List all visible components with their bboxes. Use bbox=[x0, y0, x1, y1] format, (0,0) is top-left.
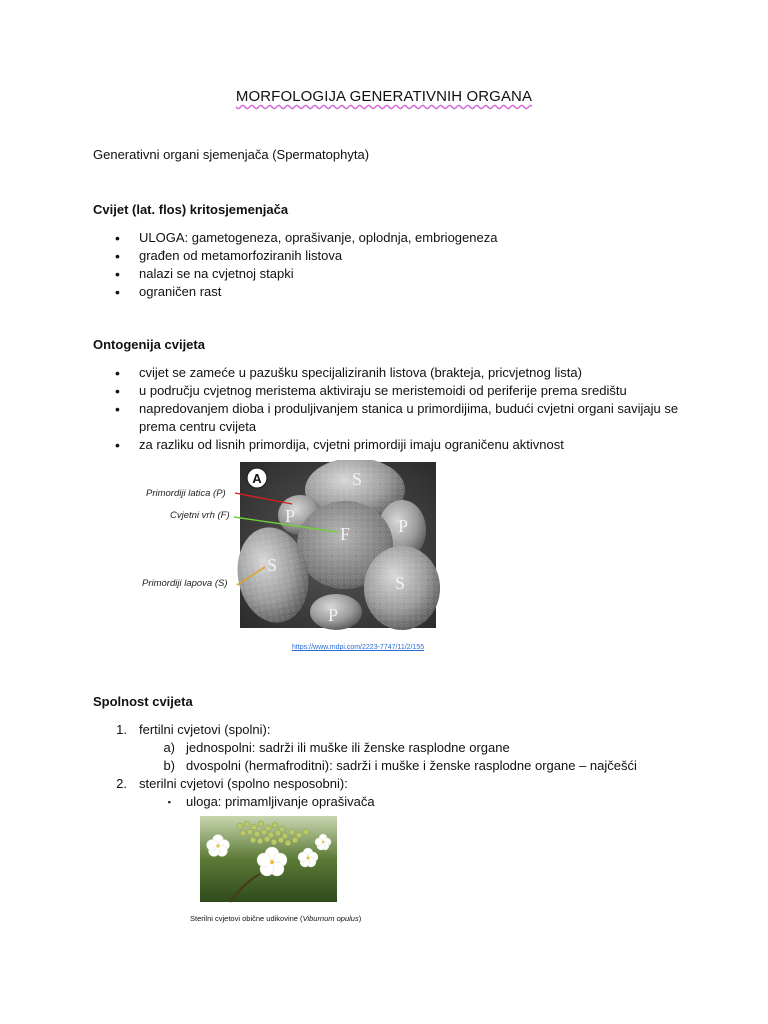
caption-text: Sterilni cvjetovi obične udikovine ( bbox=[190, 914, 303, 923]
list-item: • u području cvjetnog meristema aktiviraju se meristemoidi od periferije prema središtu bbox=[93, 382, 683, 400]
list-item: • cvijet se zameće u pazušku specijaliziranih listova (brakteja, pricvjetnog lista) bbox=[93, 364, 683, 382]
petal-letter: P bbox=[328, 605, 339, 625]
list-marker: ▪ bbox=[167, 797, 171, 807]
list-item bbox=[93, 793, 683, 811]
list-item: • za razliku od lisnih primordija, cvjetni primordiji imaju ograničenu aktivnost bbox=[93, 436, 683, 454]
list-item: • ograničen rast bbox=[93, 283, 683, 301]
flower-apex-label: Cvjetni vrh (F) bbox=[170, 510, 230, 521]
petal-letter: P bbox=[285, 506, 296, 526]
intro-line: Generativni organi sjemenjača (Spermatophyta) bbox=[93, 147, 370, 162]
panel-letter: A bbox=[252, 471, 262, 486]
viburnum-photo bbox=[190, 812, 380, 907]
apex-letter: F bbox=[340, 524, 351, 544]
page-title: MORFOLOGIJA GENERATIVNIH ORGANA bbox=[235, 88, 533, 105]
list-marker: 1. bbox=[116, 722, 127, 737]
sepal-letter: S bbox=[395, 573, 406, 593]
list-item: • građen od metamorfoziranih listova bbox=[93, 247, 683, 265]
list-item: • nalazi se na cvjetnoj stapki bbox=[93, 265, 683, 283]
list-item bbox=[93, 775, 683, 793]
list-marker: 2. bbox=[116, 776, 127, 791]
sexuality-numbered-list bbox=[93, 721, 683, 811]
list-item-text: dvospolni (hermafroditni): sadrži i muške i ženske rasplodne organe – najčešći bbox=[186, 758, 637, 773]
sepal-primordia-label: Primordiji lapova (S) bbox=[142, 578, 228, 589]
sepal-letter: S bbox=[352, 469, 363, 489]
list-item-text: jednospolni: sadrži ili muške ili ženske rasplodne organe bbox=[186, 740, 510, 755]
ontogeny-bullet-list bbox=[93, 364, 683, 454]
source-link[interactable]: https://www.mdpi.com/2223-7747/11/2/155 bbox=[292, 644, 425, 651]
list-item bbox=[93, 757, 683, 775]
petal-letter: P bbox=[398, 516, 409, 536]
flower-bullet-list bbox=[93, 229, 683, 301]
list-marker: a) bbox=[163, 740, 175, 755]
list-marker: b) bbox=[163, 758, 175, 773]
list-item-text: uloga: primamljivanje oprašivača bbox=[186, 794, 375, 809]
list-item bbox=[93, 739, 683, 757]
list-item-text: fertilni cvjetovi (spolni): bbox=[139, 722, 271, 737]
section-heading-flower: Cvijet (lat. flos) kritosjemenjača bbox=[93, 202, 289, 217]
list-item-text: sterilni cvjetovi (spolno nesposobni): bbox=[139, 776, 348, 791]
sterile-flowers-figure bbox=[190, 812, 380, 927]
flower-primordia-figure bbox=[140, 460, 445, 660]
section-heading-sexuality: Spolnost cvijeta bbox=[93, 694, 193, 709]
caption-species: Viburnum opulus bbox=[302, 914, 359, 923]
sepal-letter: S bbox=[267, 555, 278, 575]
section-heading-ontogeny: Ontogenija cvijeta bbox=[93, 337, 205, 352]
caption-text: ) bbox=[358, 914, 362, 923]
figure-caption bbox=[190, 914, 361, 923]
list-item bbox=[93, 721, 683, 739]
petal-primordia-label: Primordiji latica (P) bbox=[146, 488, 226, 499]
list-item: • napredovanjem dioba i produljivanjem stanica u primordijima, budući cvjetni organi savijaju se prema centru cvijeta bbox=[93, 400, 683, 436]
list-item: • ULOGA: gametogeneza, oprašivanje, oplodnja, embriogeneza bbox=[93, 229, 683, 247]
